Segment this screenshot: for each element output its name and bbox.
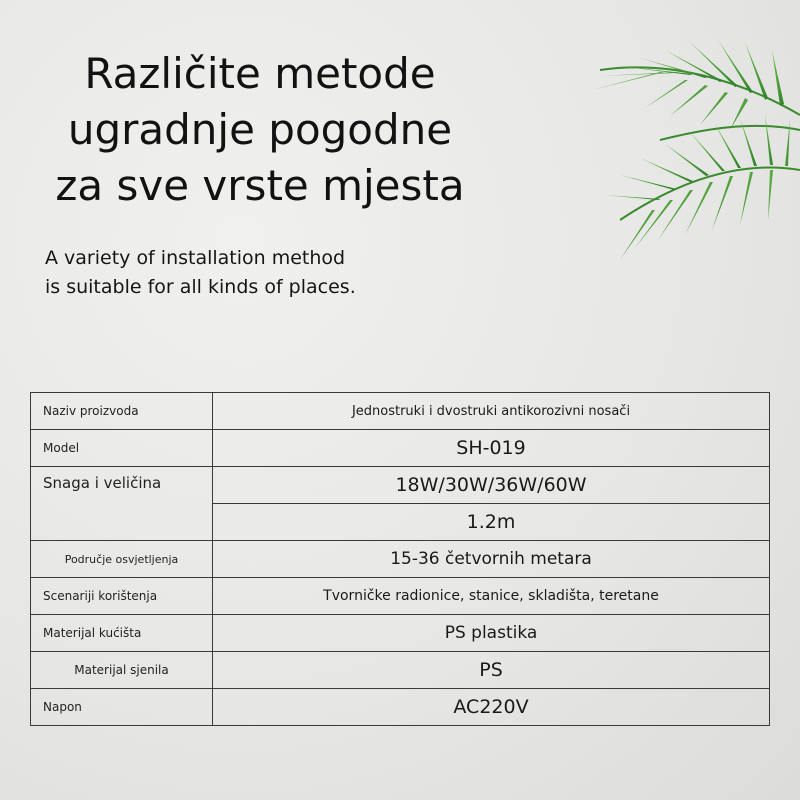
spec-label: Materijal sjenila [31, 652, 213, 689]
spec-value: 18W/30W/36W/60W [213, 467, 770, 504]
palm-leaf-icon [540, 20, 800, 280]
table-row [31, 615, 770, 652]
spec-value: SH-019 [213, 430, 770, 467]
spec-label: Snaga i veličina [31, 467, 213, 541]
subtitle [45, 244, 356, 302]
title-line-1: Različite metode [84, 49, 436, 98]
page-title [30, 46, 490, 214]
spec-label: Naziv proizvoda [31, 393, 213, 430]
spec-label: Područje osvjetljenja [31, 541, 213, 578]
title-line-2: ugradnje pogodne [67, 105, 453, 154]
title-line-3: za sve vrste mjesta [55, 161, 465, 210]
spec-value: 15-36 četvornih metara [213, 541, 770, 578]
table-row [31, 652, 770, 689]
table-row [31, 393, 770, 430]
spec-label: Model [31, 430, 213, 467]
table-row [31, 541, 770, 578]
table-row [31, 578, 770, 615]
spec-value: Jednostruki i dvostruki antikorozivni nosači [213, 393, 770, 430]
spec-table [30, 392, 770, 726]
spec-value: PS plastika [213, 615, 770, 652]
table-row [31, 430, 770, 467]
subtitle-line-1: A variety of installation method [45, 247, 346, 269]
spec-value: AC220V [213, 689, 770, 726]
spec-label: Scenariji korištenja [31, 578, 213, 615]
subtitle-line-2: is suitable for all kinds of places. [45, 276, 356, 298]
spec-value: 1.2m [213, 504, 770, 541]
spec-value: PS [213, 652, 770, 689]
table-row [31, 467, 770, 504]
spec-value: Tvorničke radionice, stanice, skladišta, teretane [213, 578, 770, 615]
table-row [31, 689, 770, 726]
spec-label: Materijal kućišta [31, 615, 213, 652]
spec-label: Napon [31, 689, 213, 726]
